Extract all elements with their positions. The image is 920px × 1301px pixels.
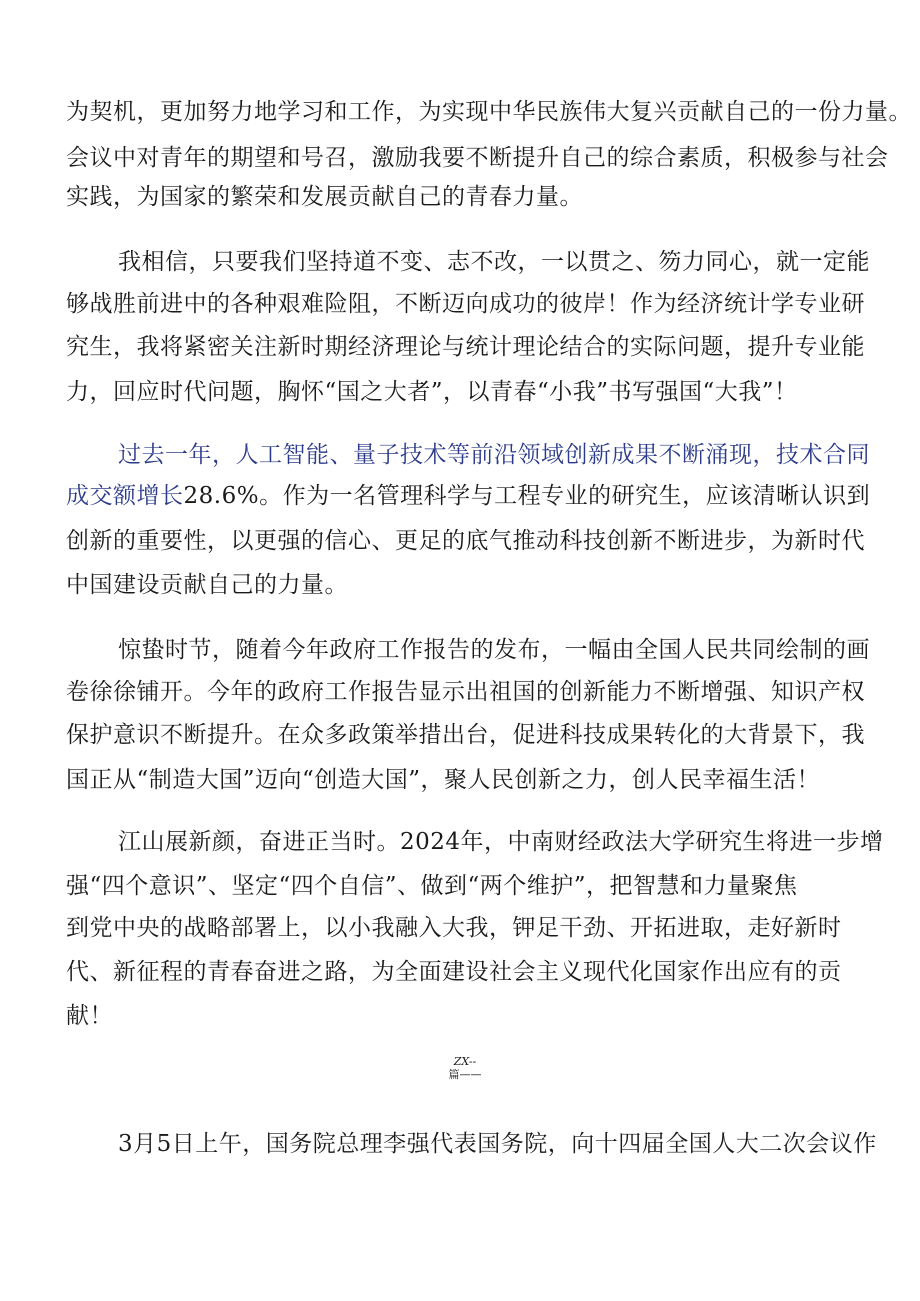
paragraph-line: 强“四个意识”、坚定“四个自信”、做到“两个维护”，把智慧和力量聚焦 [66, 873, 798, 899]
paragraph-line: 中国建设贡献自己的力量。 [66, 572, 348, 598]
paragraph-line: 到党中央的战略部署上，以小我融入大我，钾足干劲、开拓进取，走好新时 [66, 915, 842, 941]
paragraph-line: 实践，为国家的繁荣和发展贡献自己的青春力量。 [66, 184, 583, 210]
paragraph-line: 江山展新颜，奋进正当时。2024年，中南财经政法大学研究生将进一步增 [118, 829, 884, 855]
paragraph-line: 够战胜前进中的各种艰难险阻，不断迈向成功的彼岸！作为经济统计学专业研 [66, 291, 865, 317]
paragraph-line: 为契机，更加努力地学习和工作，为实现中华民族伟大复兴贡献自己的一份力量。 [66, 99, 912, 125]
paragraph-line [66, 480, 870, 512]
paragraph-line: 保护意识不断提升。在众多政策举措出台，促进科技成果转化的大背景下，我 [66, 722, 865, 748]
paragraph-line: 卷徐徐铺开。今年的政府工作报告显示出祖国的创新能力不断增强、知识产权 [66, 679, 865, 705]
paragraph-line: 代、新征程的青春奋进之路，为全面建设社会主义现代化国家作出应有的贡 [66, 959, 842, 985]
paragraph-line: 力，回应时代问题，胸怀“国之大者”，以青春“小我”书写强国“大我”！ [66, 379, 798, 405]
divider-bottom-text: 篇—— [448, 1068, 482, 1081]
paragraph-line: 献！ [66, 1003, 113, 1029]
paragraph-line: 3月5日上午，国务院总理李强代表国务院，向十四届全国人大二次会议作 [118, 1131, 877, 1157]
paragraph-line: 会议中对青年的期望和号召，激励我要不断提升自己的综合素质，积极参与社会 [66, 145, 889, 171]
paragraph-line: 我相信，只要我们坚持道不变、志不改，一以贯之、笏力同心，就一定能 [118, 249, 870, 275]
paragraph-text: 28.6%。作为一名管理科学与工程专业的研究生，应该清晰认识到 [183, 483, 871, 509]
paragraph-line: 国正从“制造大国”迈向“创造大国”，聚人民创新之力，创人民幸福生活！ [66, 767, 821, 793]
paragraph-line: 过去一年，人工智能、量子技术等前沿领域创新成果不断涌现，技术合同 [118, 442, 870, 468]
section-divider [440, 1055, 490, 1081]
paragraph-line: 究生，我将紧密关注新时期经济理论与统计理论结合的实际问题，提升专业能 [66, 334, 865, 360]
paragraph-line: 惊蛰时节，随着今年政府工作报告的发布，一幅由全国人民共同绘制的画 [118, 637, 870, 663]
highlight-text: 成交额增长 [66, 483, 184, 509]
paragraph-line: 创新的重要性，以更强的信心、更足的底气推动科技创新不断进步，为新时代 [66, 528, 865, 554]
divider-top-text: ZX-- [453, 1055, 477, 1068]
